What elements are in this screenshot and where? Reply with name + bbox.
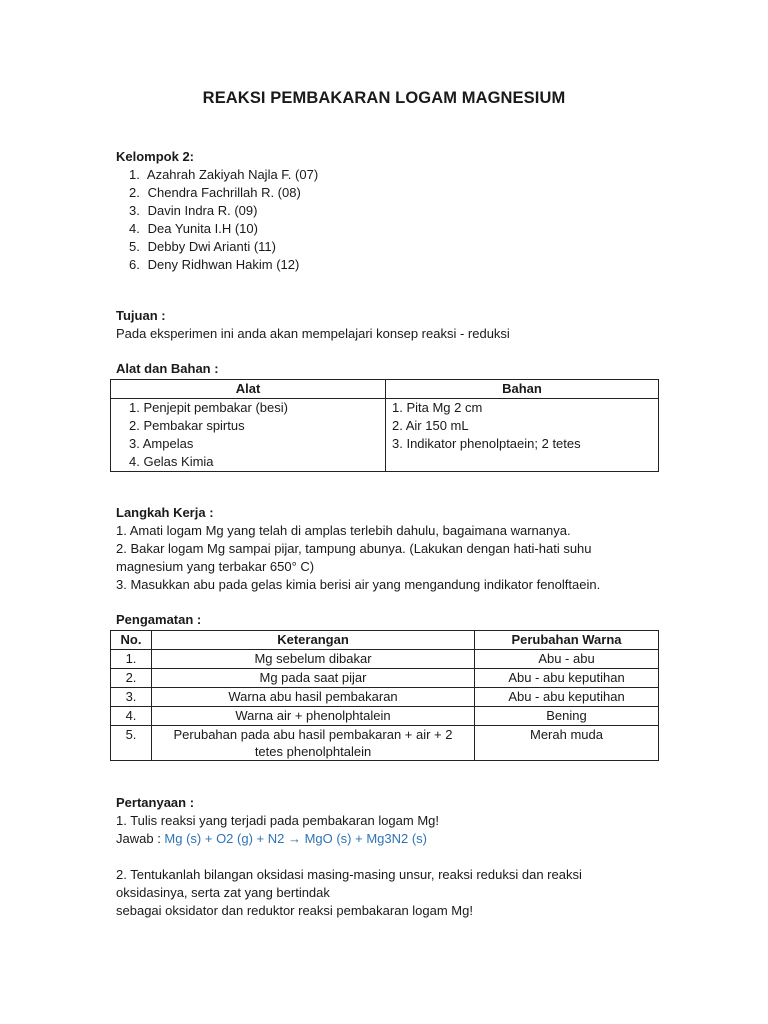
- table-row: 5. Perubahan pada abu hasil pembakaran + air + 2 tetes phenolphtalein Merah muda: [111, 726, 659, 761]
- alat-bahan-table: [110, 379, 659, 472]
- document-title: REAKSI PEMBAKARAN LOGAM MAGNESIUM: [202, 89, 566, 107]
- alat-cell: [111, 399, 386, 472]
- pengamatan-section: [116, 611, 201, 629]
- pertanyaan-section: [116, 794, 582, 920]
- list-item: 3. Davin Indra R. (09): [129, 203, 258, 218]
- list-item: 1. Azahrah Zakiyah Najla F. (07): [129, 167, 319, 182]
- table-row: 2. Mg pada saat pijar Abu - abu keputihan: [111, 669, 659, 688]
- list-item: 2. Air 150 mL: [392, 418, 469, 433]
- list-item: 5. Debby Dwi Arianti (11): [129, 239, 276, 254]
- langkah-line: 2. Bakar logam Mg sampai pijar, tampung abunya. (Lakukan dengan hati-hati suhu: [116, 541, 592, 556]
- pertanyaan-label: Pertanyaan :: [116, 795, 195, 810]
- langkah-section: [116, 504, 600, 594]
- column-header-no: No.: [111, 631, 152, 650]
- tujuan-text: Pada eksperimen ini anda akan mempelajari konsep reaksi - reduksi: [116, 326, 510, 341]
- answer-1: [116, 830, 582, 848]
- langkah-line: magnesium yang terbakar 650° C): [116, 559, 315, 574]
- list-item: 2. Pembakar spirtus: [129, 418, 245, 433]
- column-header-keterangan: Keterangan: [152, 631, 475, 650]
- column-header-warna: Perubahan Warna: [475, 631, 659, 650]
- question-2-line: 2. Tentukanlah bilangan oksidasi masing-masing unsur, reaksi reduksi dan reaksi: [116, 867, 582, 882]
- question-2-line: oksidasinya, serta zat yang bertindak: [116, 885, 330, 900]
- column-header-bahan: Bahan: [386, 380, 659, 399]
- table-row: 1. Mg sebelum dibakar Abu - abu: [111, 650, 659, 669]
- langkah-line: 1. Amati logam Mg yang telah di amplas terlebih dahulu, bagaimana warnanya.: [116, 523, 571, 538]
- bahan-cell: [386, 399, 659, 472]
- list-item: 4. Dea Yunita I.H (10): [129, 221, 258, 236]
- question-2-line: sebagai oksidator dan reduktor reaksi pembakaran logam Mg!: [116, 903, 473, 918]
- table-row: 3. Warna abu hasil pembakaran Abu - abu keputihan: [111, 688, 659, 707]
- langkah-line: 3. Masukkan abu pada gelas kimia berisi air yang mengandung indikator fenolftaein.: [116, 577, 601, 592]
- kelompok-section: [116, 148, 318, 274]
- pengamatan-table: [110, 630, 659, 761]
- member-list: [116, 166, 318, 274]
- list-item: 6. Deny Ridhwan Hakim (12): [129, 257, 300, 272]
- answer-equation: Mg (s) + O2 (g) + N2 → MgO (s) + Mg3N2 (s): [164, 831, 427, 846]
- column-header-alat: Alat: [111, 380, 386, 399]
- tujuan-label: Tujuan :: [116, 308, 166, 323]
- pengamatan-label: Pengamatan :: [116, 612, 202, 627]
- list-item: 1. Penjepit pembakar (besi): [129, 400, 288, 415]
- alat-bahan-label: Alat dan Bahan :: [116, 361, 219, 376]
- list-item: 2. Chendra Fachrillah R. (08): [129, 185, 301, 200]
- langkah-label: Langkah Kerja :: [116, 505, 214, 520]
- list-item: 3. Ampelas: [129, 436, 194, 451]
- tujuan-section: [116, 307, 510, 343]
- list-item: 4. Gelas Kimia: [129, 454, 214, 469]
- list-item: 3. Indikator phenolptaein; 2 tetes: [392, 436, 581, 451]
- table-row: 4. Warna air + phenolphtalein Bening: [111, 707, 659, 726]
- kelompok-label: Kelompok 2:: [116, 149, 195, 164]
- alat-bahan-section: [116, 360, 219, 378]
- list-item: 1. Pita Mg 2 cm: [392, 400, 483, 415]
- jawab-label: Jawab :: [116, 831, 165, 846]
- question-1: 1. Tulis reaksi yang terjadi pada pembakaran logam Mg!: [116, 813, 440, 828]
